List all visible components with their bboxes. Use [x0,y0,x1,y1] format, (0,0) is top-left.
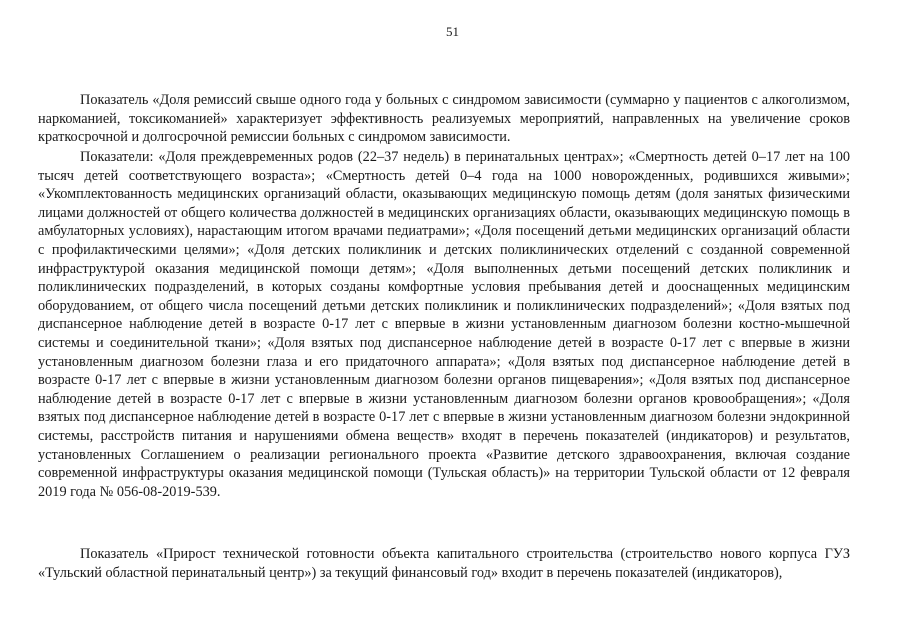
paragraph-construction-indicator [38,545,850,582]
paragraph-text: Показатели: «Доля преждевременных родов (22–37 недель) в перинатальных центрах»; «Смертность детей 0–17 лет на 100 тысяч детей соответствующего возраста»; «Смертность детей 0–4 года на 1000 новорожденных, родившихся живыми»; «Укомплектованность медицинских организаций области, оказывающих медицинскую помощь детям (доля занятых физическими лицами должностей от общего количества должностей в медицинских организациях области, оказывающих медицинскую помощь в амбулаторных условиях), нарастающим итогом врачами педиатрами»; «Доля посещений детьми медицинских организаций области с профилактическими целями»; «Доля детских поликлиник и детских поликлинических отделений с созданной современной инфраструктурой оказания медицинской помощи детям»; «Доля выполненных детьми посещений детских поликлиник и поликлинических подразделений, в которых созданы комфортные условия пребывания детей и дооснащенных медицинским оборудованием, от общего числа посещений детьми детских поликлиник и поликлинических подразделений»; «Доля взятых под диспансерное наблюдение детей в возрасте 0-17 лет с впервые в жизни установленным диагнозом болезни костно-мышечной системы и соединительной ткани»; «Доля взятых под диспансерное наблюдение детей в возрасте 0-17 лет с впервые в жизни установленным диагнозом болезни глаза и его придаточного аппарата»; «Доля взятых под диспансерное наблюдение детей в возрасте 0-17 лет с впервые в жизни установленным диагнозом болезни органов пищеварения»; «Доля взятых под диспансерное наблюдение детей в возрасте 0-17 лет с впервые в жизни установленным диагнозом болезни органов кровообращения»; «Доля взятых под диспансерное наблюдение детей в возрасте 0-17 лет с впервые в жизни установленным диагнозом болезни эндокринной системы, расстройств питания и нарушениями обмена веществ» входят в перечень показателей (индикаторов) и результатов, установленных Соглашением о реализации регионального проекта «Развитие детского здравоохранения, включая создание современной инфраструктуры оказания медицинской помощи (Тульская область)» на территории Тульской области от 12 февраля 2019 года № 056-08-2019-539. [38,149,850,500]
paragraph-text: Показатель «Прирост технической готовности объекта капитального строительства (строительство нового корпуса ГУЗ «Тульский областной перинатальный центр») за текущий финансовый год» входит в перечень показателей (индикаторов), [38,546,850,581]
paragraph-remission-indicator [38,91,850,147]
page-number: 51 [446,24,459,39]
paragraph-child-health-indicators [38,148,850,501]
paragraph-text: Показатель «Доля ремиссий свыше одного года у больных с синдромом зависимости (суммарно у пациентов с алкоголизмом, наркоманией, токсикоманией» характеризует эффективность реализуемых мероприятий, направленных на увеличение сроков краткосрочной и долгосрочной ремиссии больных с синдромом зависимости. [38,92,850,146]
